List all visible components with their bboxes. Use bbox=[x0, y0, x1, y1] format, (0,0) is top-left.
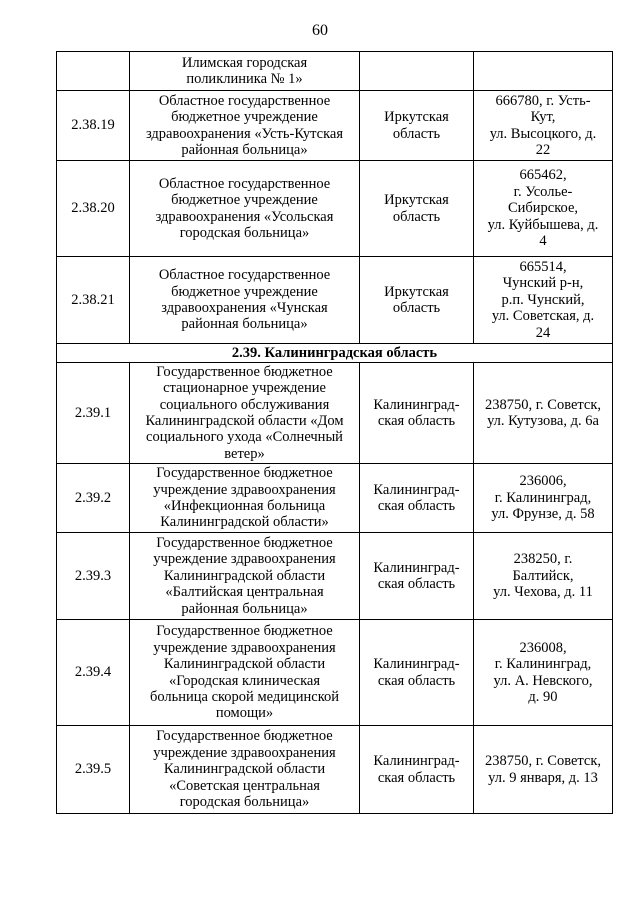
region-cell: Калининград- ская область bbox=[360, 363, 474, 464]
row-number-cell: 2.38.20 bbox=[57, 161, 130, 257]
row-number-cell: 2.39.2 bbox=[57, 464, 130, 533]
table-row bbox=[57, 533, 613, 620]
institution-name-cell: Областное государственное бюджетное учреждение здравоохранения «Чунская районная больница» bbox=[130, 257, 360, 344]
row-number-cell: 2.39.3 bbox=[57, 533, 130, 620]
page-number: 60 bbox=[312, 22, 328, 39]
address-cell: 236006, г. Калининград, ул. Фрунзе, д. 58 bbox=[474, 464, 613, 533]
section-title: 2.39. Калининградская область bbox=[57, 344, 613, 363]
table-row bbox=[57, 52, 613, 91]
address-cell: 665462, г. Усолье- Сибирское, ул. Куйбышева, д. 4 bbox=[474, 161, 613, 257]
address-cell: 666780, г. Усть- Кут, ул. Высоцкого, д. 22 bbox=[474, 91, 613, 161]
row-number-cell: 2.38.19 bbox=[57, 91, 130, 161]
address-cell: 665514, Чунский р-н, р.п. Чунский, ул. Советская, д. 24 bbox=[474, 257, 613, 344]
institution-name-cell: Государственное бюджетное учреждение здравоохранения Калининградской области «Советская центральная городская больница» bbox=[130, 726, 360, 814]
table-row bbox=[57, 726, 613, 814]
row-number-cell: 2.39.5 bbox=[57, 726, 130, 814]
region-cell: Калининград- ская область bbox=[360, 726, 474, 814]
table-row bbox=[57, 620, 613, 726]
institution-name-cell: Областное государственное бюджетное учреждение здравоохранения «Усть-Кутская районная больница» bbox=[130, 91, 360, 161]
region-cell: Иркутская область bbox=[360, 161, 474, 257]
region-cell: Калининград- ская область bbox=[360, 620, 474, 726]
region-cell: Иркутская область bbox=[360, 91, 474, 161]
institutions-table bbox=[56, 51, 613, 814]
row-number-cell: 2.39.1 bbox=[57, 363, 130, 464]
region-cell: Иркутская область bbox=[360, 257, 474, 344]
section-header-row bbox=[57, 344, 613, 363]
institution-name-cell: Государственное бюджетное учреждение здравоохранения Калининградской области «Балтийская центральная районная больница» bbox=[130, 533, 360, 620]
institution-name-cell: Государственное бюджетное учреждение здравоохранения «Инфекционная больница Калининградской области» bbox=[130, 464, 360, 533]
table-row bbox=[57, 161, 613, 257]
table-row bbox=[57, 464, 613, 533]
row-number-cell: 2.39.4 bbox=[57, 620, 130, 726]
address-cell bbox=[474, 52, 613, 91]
row-number-cell bbox=[57, 52, 130, 91]
institution-name-cell: Государственное бюджетное учреждение здравоохранения Калининградской области «Городская клиническая больница скорой медицинской помощи» bbox=[130, 620, 360, 726]
address-cell: 238750, г. Советск, ул. Кутузова, д. 6а bbox=[474, 363, 613, 464]
region-cell: Калининград- ская область bbox=[360, 533, 474, 620]
table-row bbox=[57, 257, 613, 344]
institution-name-cell: Государственное бюджетное стационарное учреждение социального обслуживания Калининградской области «Дом социального ухода «Солнечный ветер» bbox=[130, 363, 360, 464]
address-cell: 238750, г. Советск, ул. 9 января, д. 13 bbox=[474, 726, 613, 814]
institution-name-cell: Областное государственное бюджетное учреждение здравоохранения «Усольская городская больница» bbox=[130, 161, 360, 257]
institution-name-cell: Илимская городская поликлиника № 1» bbox=[130, 52, 360, 91]
table-row bbox=[57, 363, 613, 464]
row-number-cell: 2.38.21 bbox=[57, 257, 130, 344]
address-cell: 236008, г. Калининград, ул. А. Невского, д. 90 bbox=[474, 620, 613, 726]
address-cell: 238250, г. Балтийск, ул. Чехова, д. 11 bbox=[474, 533, 613, 620]
region-cell: Калининград- ская область bbox=[360, 464, 474, 533]
region-cell bbox=[360, 52, 474, 91]
table-row bbox=[57, 91, 613, 161]
